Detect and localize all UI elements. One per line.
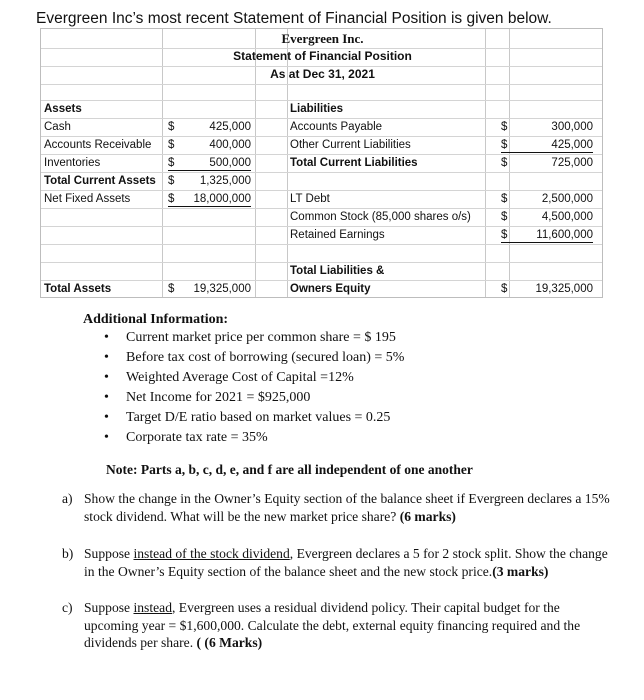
grid-line — [41, 172, 602, 173]
company-name: Evergreen Inc. — [281, 31, 364, 46]
equity-currency: $ — [501, 193, 508, 205]
total-liab-label-line2: Owners Equity — [290, 283, 371, 295]
additional-info-list — [104, 328, 404, 448]
grid-line — [41, 84, 602, 85]
additional-info-title: Additional Information: — [83, 312, 229, 327]
equity-currency: $ — [501, 228, 593, 243]
assets-header: Assets — [44, 103, 82, 115]
grid-line — [41, 262, 602, 263]
grid-line — [41, 100, 602, 101]
list-item — [104, 368, 404, 388]
equity-label-lt-debt: LT Debt — [290, 193, 330, 205]
asset-currency: $ — [168, 121, 175, 133]
question-label: c) — [62, 600, 73, 615]
bullet-icon: • — [104, 350, 109, 365]
list-item — [104, 408, 404, 428]
liab-label-total-current: Total Current Liabilities — [290, 157, 418, 169]
asset-label-fixed: Net Fixed Assets — [44, 193, 131, 205]
equity-value-retained: 11,600,000 — [536, 229, 593, 241]
bullet-icon: • — [104, 390, 109, 405]
info-text: Net Income for 2021 = $925,000 — [126, 390, 311, 405]
list-item — [104, 328, 404, 348]
question-text: , Evergreen uses a residual dividend policy. Their capital budget for the upcoming year = $1,600,000. Calculate the debt, external equity financing required and the dividends per share. — [84, 600, 581, 650]
asset-currency: $ — [168, 192, 251, 207]
question-a — [62, 490, 614, 525]
statement-title: Statement of Financial Position — [233, 49, 412, 63]
question-label: b) — [62, 546, 74, 561]
asset-currency: $ — [168, 139, 175, 151]
equity-currency: $ — [501, 211, 508, 223]
grid-line — [41, 244, 602, 245]
list-item — [104, 428, 404, 448]
info-text: Current market price per common share = $ 195 — [126, 330, 396, 345]
question-marks: (3 marks) — [492, 563, 549, 579]
question-text: Show the change in the Owner’s Equity section of the balance sheet if Evergreen declares a 15% stock dividend. What will be the new market price share? — [84, 491, 610, 524]
bullet-icon: • — [104, 430, 109, 445]
intro-text: Evergreen Inc’s most recent Statement of Financial Position is given below. — [36, 10, 552, 27]
total-liab-value: 19,325,000 — [535, 283, 593, 295]
list-item — [104, 388, 404, 408]
asset-value-receivable: 400,000 — [209, 139, 251, 151]
equity-label-common-stock: Common Stock (85,000 shares o/s) — [290, 211, 471, 223]
grid-line — [41, 226, 602, 227]
bullet-icon: • — [104, 410, 109, 425]
grid-line — [41, 118, 602, 119]
question-text-pre: Suppose — [84, 600, 134, 615]
question-c — [62, 599, 614, 652]
total-assets-label: Total Assets — [44, 283, 112, 295]
info-text: Target D/E ratio based on market values = 0.25 — [126, 410, 391, 425]
liab-value-payable: 300,000 — [551, 121, 593, 133]
liab-value-other: 425,000 — [551, 139, 593, 151]
grid-line — [41, 154, 602, 155]
equity-value-common-stock: 4,500,000 — [541, 211, 593, 223]
asset-label-receivable: Accounts Receivable — [44, 139, 152, 151]
list-item — [104, 348, 404, 368]
bullet-icon: • — [104, 330, 109, 345]
asset-label-total-current: Total Current Assets — [44, 175, 156, 187]
asset-value-inventories: 500,000 — [209, 157, 251, 169]
equity-label-retained: Retained Earnings — [290, 229, 385, 241]
liab-currency: $ — [501, 121, 508, 133]
asset-currency: $ — [168, 283, 175, 295]
question-label: a) — [62, 491, 73, 506]
asset-currency: $ — [168, 175, 175, 187]
question-text: , Evergreen declares a 5 for 2 stock split. Show the change in the Owner’s Equity section of the balance sheet and the new stock price. — [84, 546, 608, 579]
question-marks: (6 marks) — [399, 508, 456, 524]
liab-label-other: Other Current Liabilities — [290, 139, 411, 151]
asset-currency: $ — [168, 156, 251, 171]
statement-table — [40, 28, 603, 298]
liabilities-header: Liabilities — [290, 103, 344, 115]
asset-value-cash: 425,000 — [209, 121, 251, 133]
total-liab-label-line1: Total Liabilities & — [290, 265, 385, 277]
statement-date: As at Dec 31, 2021 — [270, 67, 375, 81]
equity-value-lt-debt: 2,500,000 — [541, 193, 593, 205]
asset-label-cash: Cash — [44, 121, 71, 133]
grid-line — [41, 136, 602, 137]
info-text: Before tax cost of borrowing (secured loan) = 5% — [126, 350, 405, 365]
liab-label-payable: Accounts Payable — [290, 121, 383, 133]
grid-line — [41, 190, 602, 191]
liab-currency: $ — [501, 157, 508, 169]
question-b — [62, 545, 614, 580]
question-underlined: instead — [133, 600, 172, 615]
grid-line — [41, 208, 602, 209]
asset-label-inventories: Inventories — [44, 157, 101, 169]
liab-currency: $ — [501, 138, 593, 153]
info-text: Weighted Average Cost of Capital =12% — [126, 370, 354, 385]
liab-value-total-current: 725,000 — [551, 157, 593, 169]
note-text: Note: Parts a, b, c, d, e, and f are all independent of one another — [106, 462, 473, 477]
question-marks: ( (6 Marks) — [196, 635, 263, 650]
asset-value-total-current: 1,325,000 — [199, 175, 251, 187]
info-text: Corporate tax rate = 35% — [126, 430, 268, 445]
asset-value-fixed: 18,000,000 — [193, 193, 251, 205]
question-text-pre: Suppose — [84, 546, 134, 561]
question-underlined: instead of the stock dividend — [133, 546, 290, 561]
total-assets-value: 19,325,000 — [193, 283, 251, 295]
bullet-icon: • — [104, 370, 109, 385]
grid-line — [41, 280, 602, 281]
total-liab-currency: $ — [501, 283, 508, 295]
